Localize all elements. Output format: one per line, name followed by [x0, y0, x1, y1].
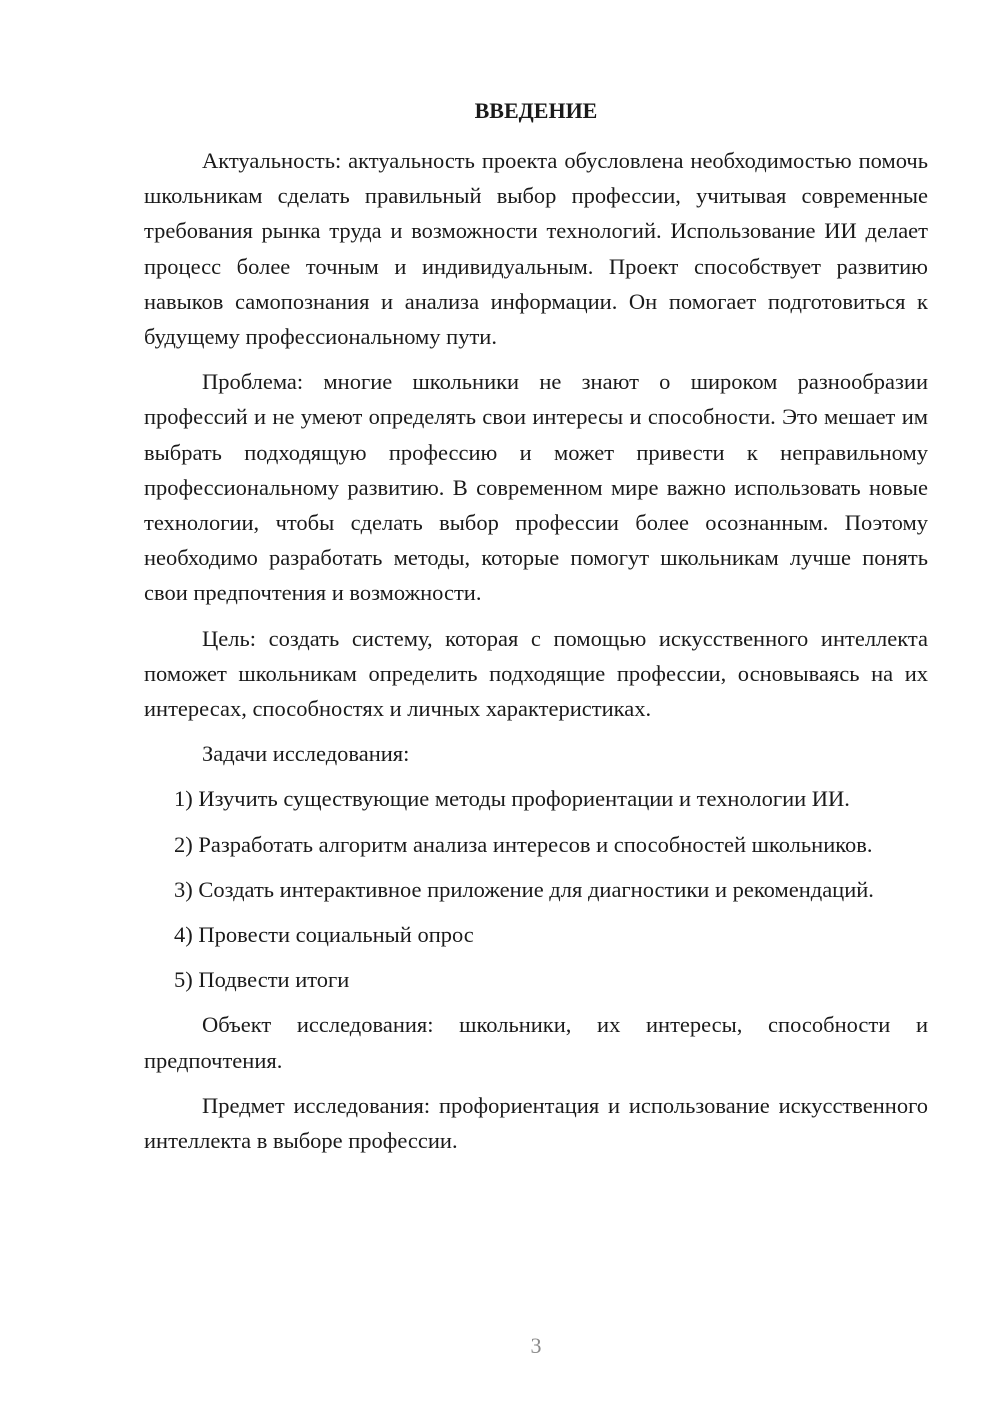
- page-number: 3: [530, 1333, 542, 1358]
- task-item-4: 4) Провести социальный опрос: [174, 922, 474, 948]
- paragraph-subject: Предмет исследования: профориентация и использование искусственного интеллекта в выборе профессии.: [144, 1092, 928, 1154]
- task-item-2: 2) Разработать алгоритм анализа интересов и способностей школьников.: [174, 831, 873, 857]
- task-item-3: 3) Создать интерактивное приложение для диагностики и рекомендаций.: [174, 876, 874, 902]
- paragraph-problem: Проблема: многие школьники не знают о широком разнообразии профессий и не умеют определять свои интересы и способности. Это мешает им выбрать подходящую профессию и может привести к неправильному профессиональному развитию. В современном мире важно использовать новые технологии, чтобы сделать выбор профессии более осознанным. Поэтому необходимо разработать методы, которые помогут школьникам лучше понять свои предпочтения и возможности.: [144, 369, 928, 606]
- section-title: ВВЕДЕНИЕ: [474, 98, 598, 123]
- paragraph-goal: Цель: создать систему, которая с помощью искусственного интеллекта поможет школьникам определить подходящие профессии, основываясь на их интересах, способностях и личных характеристиках.: [144, 625, 928, 722]
- document-body: [144, 143, 928, 1168]
- task-item-5: 5) Подвести итоги: [174, 967, 350, 993]
- task-item-1: 1) Изучить существующие методы профориентации и технологии ИИ.: [174, 786, 850, 812]
- paragraph-tasks-heading: Задачи исследования:: [202, 741, 410, 767]
- paragraph-relevance: Актуальность: актуальность проекта обусловлена необходимостью помочь школьникам сделать правильный выбор профессии, учитывая современные требования рынка труда и возможности технологий. Использование ИИ делает процесс более точным и индивидуальным. Проект способствует развитию навыков самопознания и анализа информации. Он помогает подготовиться к будущему профессиональному пути.: [144, 148, 928, 350]
- paragraph-object: Объект исследования: школьники, их интересы, способности и предпочтения.: [144, 1012, 928, 1073]
